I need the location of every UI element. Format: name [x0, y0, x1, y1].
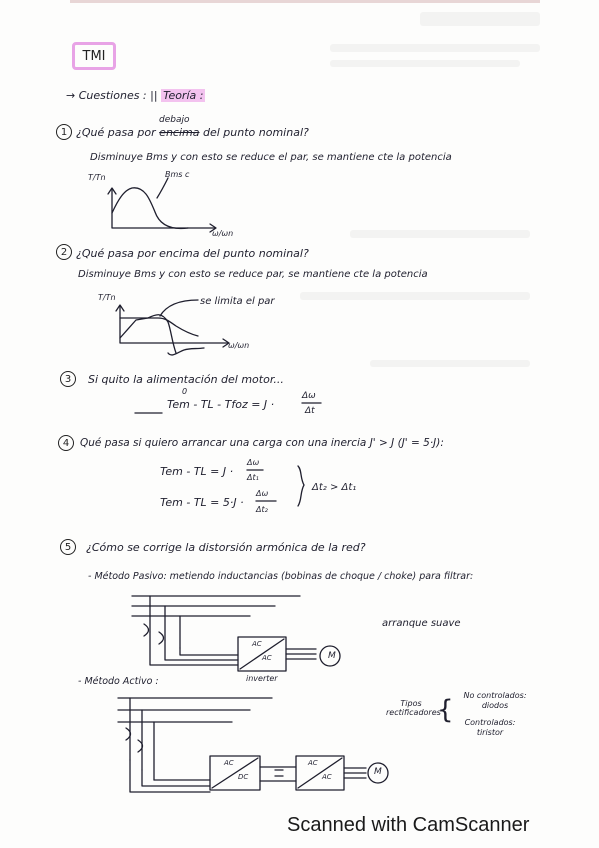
section-label: Cuestiones :	[78, 89, 147, 102]
equation-4a-den: Δt₁	[247, 473, 259, 482]
question-2: ¿Qué pasa por encima del punto nominal?	[76, 247, 309, 260]
rectifier-type-uncontrolled: No controlados: diodos	[463, 691, 527, 710]
graph-1-y-label: T/Tn	[88, 173, 106, 182]
graph-1-curve-label: Bms c	[165, 170, 190, 179]
passive-inverter-slash	[240, 639, 284, 669]
active-grid-lines	[118, 698, 272, 722]
motor-1-circle	[320, 646, 340, 666]
motor-1-label: M	[328, 651, 336, 661]
passive-choke-2	[159, 632, 164, 644]
inverter-2-top: AC	[308, 759, 318, 767]
passive-grid-lines	[132, 596, 300, 616]
question-4-number: 4	[58, 435, 74, 451]
scanner-watermark: Scanned with CamScanner	[287, 814, 530, 836]
inverter-2-slash	[298, 758, 342, 788]
graph-1-pointer	[157, 178, 168, 198]
question-1-rest: del punto nominal?	[202, 126, 309, 139]
equation-4a-num: Δω	[247, 458, 260, 467]
motor-2-circle	[368, 763, 388, 783]
question-5: ¿Cómo se corrige la distorsión armónica de la red?	[86, 541, 366, 554]
question-1-number: 1	[56, 124, 72, 140]
inverter-label: inverter	[246, 674, 278, 683]
rectifier-type-controlled: Controlados: tiristor	[464, 718, 516, 737]
equation-4-brace	[298, 466, 304, 506]
rectifier-bottom: DC	[238, 773, 249, 781]
graph-2-power	[120, 315, 176, 353]
equation-4b-den: Δt₂	[256, 505, 268, 514]
equation-3-den: Δt	[305, 406, 315, 416]
graph-2-pointer	[160, 300, 198, 316]
question-3: Si quito la alimentación del motor...	[88, 373, 284, 386]
question-2-answer: Disminuye Bms y con esto se reduce par, se mantiene cte la potencia	[78, 269, 428, 280]
question-1-answer: Disminuye Bms y con esto se reduce el par, se mantiene cte la potencia	[90, 152, 452, 163]
equation-4a-lhs: Tem - TL = J ·	[160, 465, 234, 478]
question-2-number: 2	[56, 244, 72, 260]
inverter-2-bottom: AC	[322, 773, 332, 781]
question-1-struck: encima	[159, 126, 200, 139]
passive-choke-1	[144, 624, 149, 636]
rectifier-top: AC	[224, 759, 234, 767]
question-1-prefix: ¿Qué pasa por	[76, 126, 156, 139]
graph-2-y-label: T/Tn	[98, 293, 116, 302]
rectifier-slash	[212, 758, 258, 788]
question-4: Qué pasa si quiero arrancar una carga con una inercia J' > J (J' = 5·J):	[80, 437, 444, 449]
section-arrow: →	[66, 89, 76, 102]
equation-3-num: Δω	[302, 391, 316, 401]
graph-2-note: se limita el par	[200, 296, 275, 307]
section-title: Teoría :	[163, 89, 204, 102]
graph-1-curve	[112, 188, 188, 229]
graph-2-tail	[168, 348, 204, 355]
passive-motor-lines	[286, 649, 316, 659]
graph-1-x-label: ω/ωn	[212, 229, 234, 238]
types-brace: {	[437, 695, 454, 725]
graph-2-torque	[120, 318, 198, 336]
question-5-number: 5	[60, 539, 76, 555]
inverter-top: AC	[252, 640, 262, 648]
soft-start-note: arranque suave	[382, 618, 461, 629]
inverter-bottom: AC	[262, 654, 272, 662]
equation-4b-lhs: Tem - TL = 5·J ·	[160, 496, 244, 509]
equation-4b-num: Δω	[256, 489, 269, 498]
active-method: - Método Activo :	[78, 676, 159, 687]
passive-method: - Método Pasivo: metiendo inductancias (bobinas de choque / choke) para filtrar:	[88, 571, 474, 582]
header-tag-text: TMI	[82, 48, 106, 64]
active-motor-lines	[344, 768, 366, 778]
question-1-correction: debajo	[159, 115, 190, 125]
motor-2-label: M	[374, 767, 382, 777]
rectifier-types-label: Tipos rectificadores	[386, 699, 441, 717]
graph-1-axes	[112, 190, 215, 228]
section-mark: ||	[150, 89, 158, 102]
equation-3-sup: 0	[182, 387, 188, 396]
dc-capacitor	[275, 770, 283, 776]
dc-link	[260, 767, 296, 781]
graph-2-x-label: ω/ωn	[228, 341, 250, 350]
equation-3-lhs: Tem - TL - Tfoz = J ·	[167, 398, 275, 411]
equation-4-result: Δt₂ > Δt₁	[312, 482, 357, 493]
question-3-number: 3	[60, 371, 76, 387]
